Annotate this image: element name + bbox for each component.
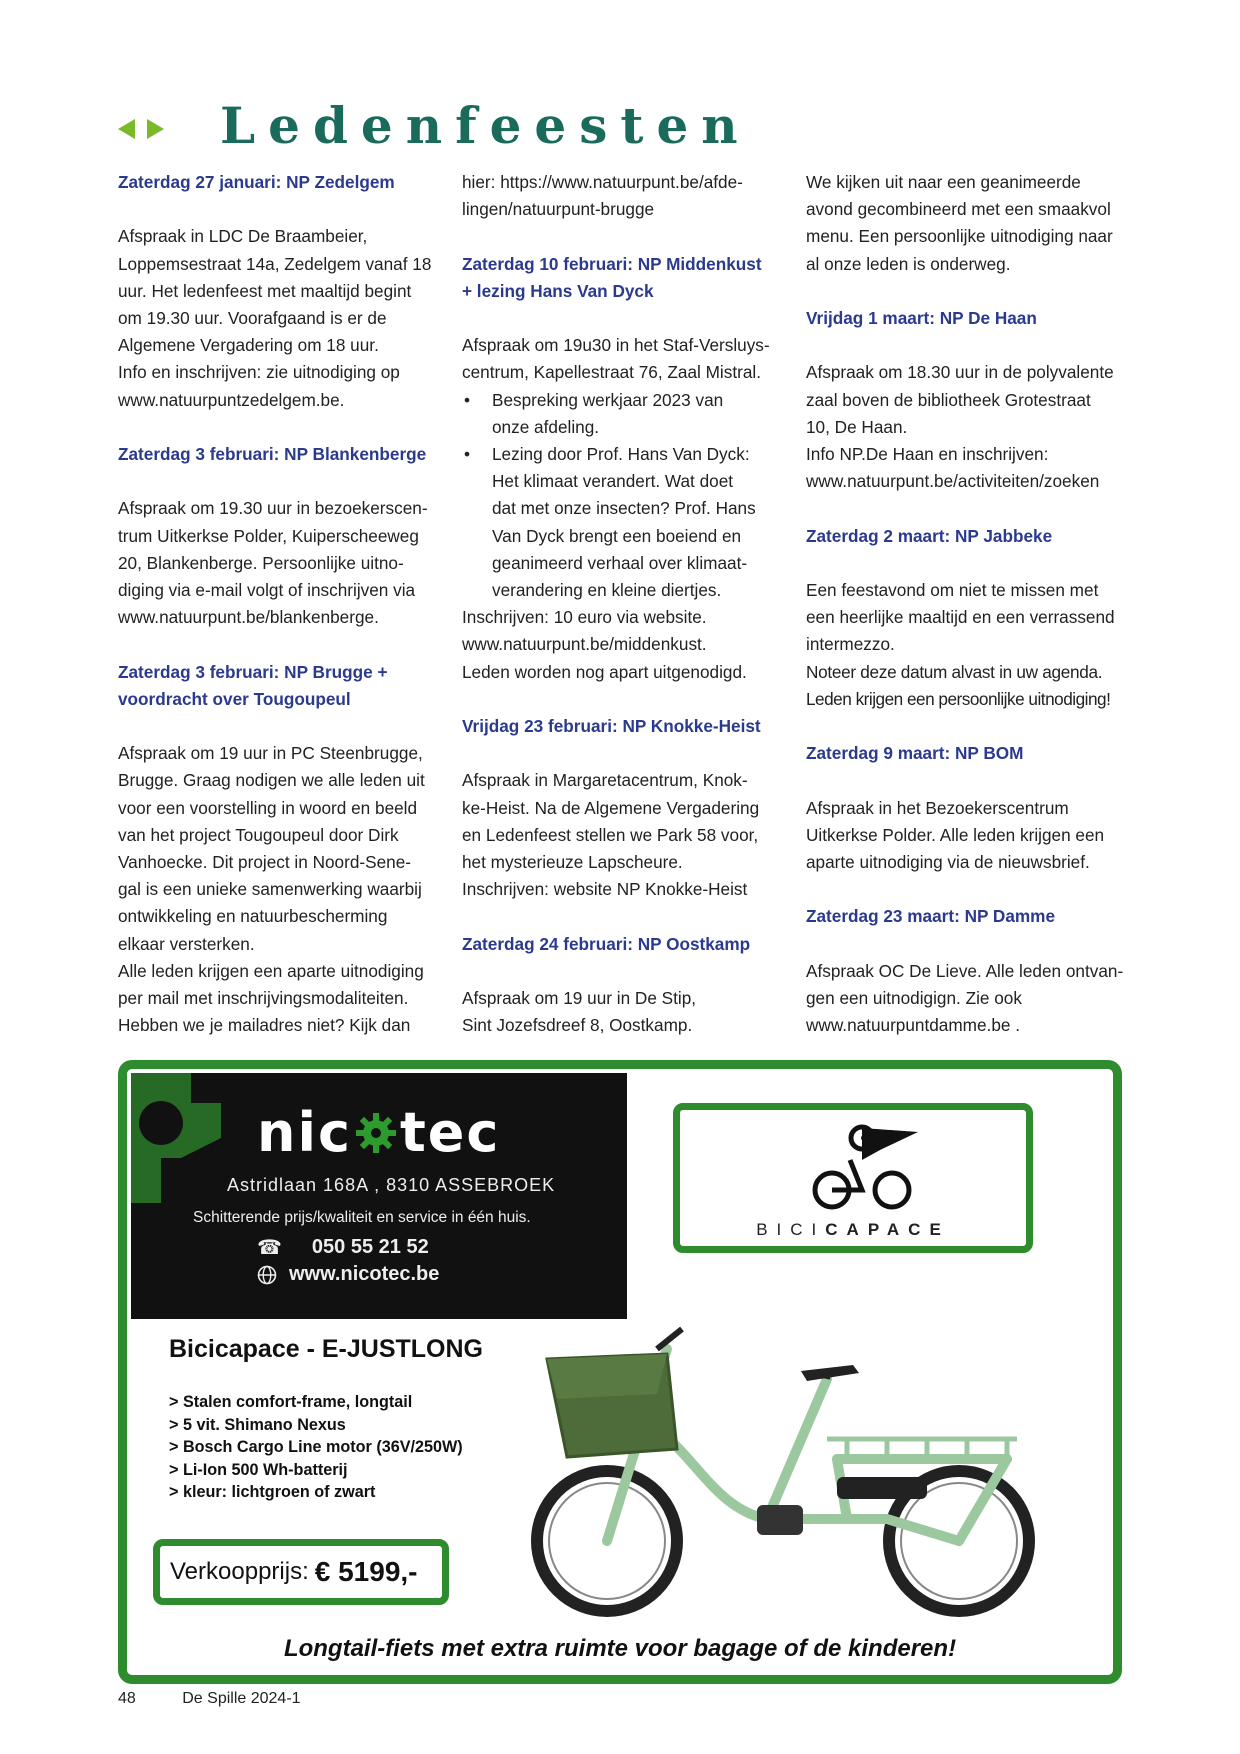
bullet-text: • Lezing door Prof. Hans Van Dyck: bbox=[492, 444, 750, 464]
event-text: aparte uitnodiging via de nieuwsbrief. bbox=[806, 851, 1090, 872]
event-text: Leden krijgen een persoonlijke uitnodiging! bbox=[806, 688, 1111, 709]
event-text: We kijken uit naar een geanimeerde bbox=[806, 172, 1081, 192]
event-zedelgem bbox=[118, 169, 448, 414]
bullet-text: Het klimaat verandert. Wat doet bbox=[492, 471, 734, 492]
column-1 bbox=[118, 169, 448, 1039]
event-text: Leden worden nog apart uitgenodigd. bbox=[462, 661, 747, 682]
bullet-text: dat met onze insecten? Prof. Hans bbox=[492, 498, 756, 519]
price-value: € 5199,- bbox=[314, 1556, 418, 1587]
event-text: Afspraak om 19 uur in PC Steenbrugge, bbox=[118, 743, 423, 764]
bullet-text: Van Dyck brengt een boeiend en bbox=[492, 525, 742, 546]
event-text: Info en inschrijven: zie uitnodiging op bbox=[118, 362, 400, 383]
event-title: + lezing Hans Van Dyck bbox=[462, 280, 654, 301]
event-text: voor een voorstelling in woord en beeld bbox=[118, 797, 418, 818]
event-link[interactable]: lingen/natuurpunt-brugge bbox=[462, 199, 655, 220]
event-title: Vrijdag 23 februari: NP Knokke-Heist bbox=[462, 716, 761, 737]
event-text: ke-Heist. Na de Algemene Vergadering bbox=[462, 797, 760, 818]
event-de-haan bbox=[806, 305, 1136, 495]
globe-icon bbox=[257, 1265, 277, 1285]
event-title: Zaterdag 10 februari: NP Middenkust bbox=[462, 253, 762, 274]
event-text: Vanhoecke. Dit project in Noord-Sene- bbox=[118, 852, 411, 872]
event-text: om 19.30 uur. Voorafgaand is er de bbox=[118, 308, 387, 328]
event-text: Inschrijven: 10 euro via website. bbox=[462, 607, 707, 628]
event-text: een heerlijke maaltijd en een verrassend bbox=[806, 607, 1115, 628]
product-features bbox=[169, 1391, 463, 1504]
event-text: Alle leden krijgen een aparte uitnodiging bbox=[118, 960, 424, 981]
feature-item: > Li-Ion 500 Wh-batterij bbox=[169, 1460, 348, 1479]
event-text: Hebben we je mailadres niet? Kijk dan bbox=[118, 1015, 411, 1036]
event-oostkamp bbox=[462, 931, 792, 1040]
bullet-item bbox=[462, 441, 792, 604]
event-link[interactable]: www.natuurpunt.be/activiteiten/zoeken bbox=[806, 471, 1100, 492]
bullet-text: • Bespreking werkjaar 2023 van bbox=[492, 389, 724, 410]
event-text: elkaar versterken. bbox=[118, 933, 255, 954]
event-text: per mail met inschrijvingsmodaliteiten. bbox=[118, 988, 409, 1009]
event-title: Zaterdag 9 maart: NP BOM bbox=[806, 743, 1024, 764]
bullet-item bbox=[462, 387, 792, 441]
phone-icon: ☎ bbox=[257, 1237, 282, 1259]
website-url: www.nicotec.be bbox=[289, 1263, 440, 1285]
event-text: al onze leden is onderweg. bbox=[806, 253, 1011, 274]
event-text: Brugge. Graag nodigen we alle leden uit bbox=[118, 770, 425, 791]
event-title: Zaterdag 3 februari: NP Blankenberge bbox=[118, 444, 427, 464]
event-text: avond gecombineerd met een smaakvol bbox=[806, 199, 1111, 220]
feature-item: > 5 vit. Shimano Nexus bbox=[169, 1415, 346, 1434]
event-text: Loppemsestraat 14a, Zedelgem vanaf 18 bbox=[118, 253, 432, 274]
event-text: Afspraak in Margaretacentrum, Knok- bbox=[462, 770, 748, 791]
event-text: Noteer deze datum alvast in uw agenda. bbox=[806, 661, 1103, 682]
event-jabbeke bbox=[806, 523, 1136, 713]
event-title: Zaterdag 27 januari: NP Zedelgem bbox=[118, 172, 395, 192]
event-title: voordracht over Tougoupeul bbox=[118, 688, 351, 709]
price-label: Verkoopprijs: bbox=[170, 1558, 309, 1585]
page-title: Ledenfeesten bbox=[220, 96, 751, 155]
event-text: Info NP.De Haan en inschrijven: bbox=[806, 444, 1049, 464]
event-text: 20, Blankenberge. Persoonlijke uitno- bbox=[118, 552, 404, 573]
event-title: Zaterdag 23 maart: NP Damme bbox=[806, 906, 1056, 927]
event-link[interactable]: www.natuurpuntzedelgem.be. bbox=[118, 389, 345, 410]
event-title: Zaterdag 2 maart: NP Jabbeke bbox=[806, 525, 1053, 546]
event-text: zaal boven de bibliotheek Grotestraat bbox=[806, 389, 1091, 410]
event-text: Afspraak om 19u30 in het Staf-Versluys- bbox=[462, 335, 770, 356]
event-text: gal is een unieke samenwerking waarbij bbox=[118, 879, 422, 900]
event-text: Afspraak in het Bezoekerscentrum bbox=[806, 797, 1069, 818]
publication-name: De Spille 2024-1 bbox=[182, 1690, 301, 1707]
left-right-arrows-icon bbox=[118, 118, 164, 140]
page-footer bbox=[118, 1690, 343, 1708]
cargo-bike-image bbox=[507, 1309, 1067, 1629]
event-text: intermezzo. bbox=[806, 634, 895, 655]
column-3 bbox=[806, 169, 1136, 1039]
page-header bbox=[118, 98, 1118, 158]
event-text: menu. Een persoonlijke uitnodiging naar bbox=[806, 226, 1113, 247]
event-title: Vrijdag 1 maart: NP De Haan bbox=[806, 308, 1037, 328]
event-text: van het project Tougoupeul door Dirk bbox=[118, 824, 399, 845]
nicotec-advertisement bbox=[118, 1060, 1122, 1684]
event-bom bbox=[806, 740, 1136, 876]
event-text: Afspraak om 19.30 uur in bezoekerscen- bbox=[118, 498, 428, 519]
event-text: het mysterieuze Lapscheure. bbox=[462, 852, 683, 873]
page-number: 48 bbox=[118, 1690, 136, 1707]
event-title: Zaterdag 3 februari: NP Brugge + bbox=[118, 661, 388, 682]
event-blankenberge bbox=[118, 441, 448, 631]
nicotec-logo: nic tec bbox=[257, 1101, 501, 1164]
feature-item: > kleur: lichtgroen of zwart bbox=[169, 1483, 376, 1502]
event-text: gen een uitnodigign. Zie ook bbox=[806, 987, 1022, 1008]
event-text: Afspraak om 18.30 uur in de polyvalente bbox=[806, 362, 1114, 383]
bicicapace-logo-box bbox=[673, 1103, 1033, 1253]
event-text: centrum, Kapellestraat 76, Zaal Mistral. bbox=[462, 362, 761, 383]
bullet-text: verandering en kleine diertjes. bbox=[492, 580, 722, 601]
event-text: Algemene Vergadering om 18 uur. bbox=[118, 335, 379, 356]
nicotec-phone[interactable] bbox=[257, 1235, 429, 1260]
gear-icon bbox=[354, 1111, 398, 1155]
event-middenkust bbox=[462, 251, 792, 686]
bullet-text: geanimeerd verhaal over klimaat- bbox=[492, 552, 748, 573]
event-title: Zaterdag 24 februari: NP Oostkamp bbox=[462, 933, 751, 954]
feature-item: > Stalen comfort-frame, longtail bbox=[169, 1393, 413, 1411]
event-text: Een feestavond om niet te missen met bbox=[806, 579, 1099, 600]
event-link[interactable]: www.natuurpunt.be/blankenberge. bbox=[118, 607, 379, 628]
event-text: Sint Jozefsdreef 8, Oostkamp. bbox=[462, 1015, 693, 1036]
event-text: ontwikkeling en natuurbescherming bbox=[118, 906, 388, 927]
product-title: Bicicapace - E-JUSTLONG bbox=[169, 1335, 483, 1363]
event-text: diging via e-mail volgt of inschrijven via bbox=[118, 580, 416, 600]
bullet-list bbox=[462, 387, 792, 605]
nicotec-website[interactable] bbox=[257, 1263, 439, 1286]
ad-tagline: Longtail-fiets met extra ruimte voor bagage of de kinderen! bbox=[283, 1635, 957, 1662]
event-damme bbox=[806, 903, 1136, 1039]
event-text: Afspraak om 19 uur in De Stip, bbox=[462, 988, 697, 1008]
column-2 bbox=[462, 169, 792, 1039]
event-knokke-heist bbox=[462, 713, 792, 903]
nicotec-address: Astridlaan 168A , 8310 ASSEBROEK bbox=[227, 1175, 556, 1195]
bicicapace-pelican-logo bbox=[790, 1120, 930, 1220]
event-text: Afspraak in LDC De Braambeier, bbox=[118, 226, 368, 247]
bullet-text: onze afdeling. bbox=[492, 416, 600, 437]
event-link[interactable]: www.natuurpunt.be/middenkust. bbox=[462, 634, 707, 655]
event-link[interactable]: www.natuurpuntdamme.be . bbox=[806, 1015, 1021, 1036]
bicicapace-wordmark: BICICAPACE bbox=[756, 1220, 950, 1239]
nicotec-slogan: Schitterende prijs/kwaliteit en service in één huis. bbox=[193, 1209, 531, 1226]
price-box bbox=[153, 1539, 449, 1605]
nicotec-banner bbox=[131, 1073, 627, 1319]
event-text: en Ledenfeest stellen we Park 58 voor, bbox=[462, 824, 759, 845]
event-text: uur. Het ledenfeest met maaltijd begint bbox=[118, 280, 412, 301]
event-brugge bbox=[118, 659, 448, 1040]
event-text: Uitkerkse Polder. Alle leden krijgen een bbox=[806, 824, 1105, 845]
event-text: 10, De Haan. bbox=[806, 416, 908, 437]
event-link[interactable]: hier: https://www.natuurpunt.be/afde- bbox=[462, 172, 743, 192]
phone-number: 050 55 21 52 bbox=[311, 1236, 429, 1258]
event-text: trum Uitkerkse Polder, Kuiperscheeweg bbox=[118, 525, 419, 546]
event-text: Inschrijven: website NP Knokke-Heist bbox=[462, 879, 748, 900]
event-text: Afspraak OC De Lieve. Alle leden ontvan- bbox=[806, 960, 1124, 981]
feature-item: > Bosch Cargo Line motor (36V/250W) bbox=[169, 1438, 463, 1457]
